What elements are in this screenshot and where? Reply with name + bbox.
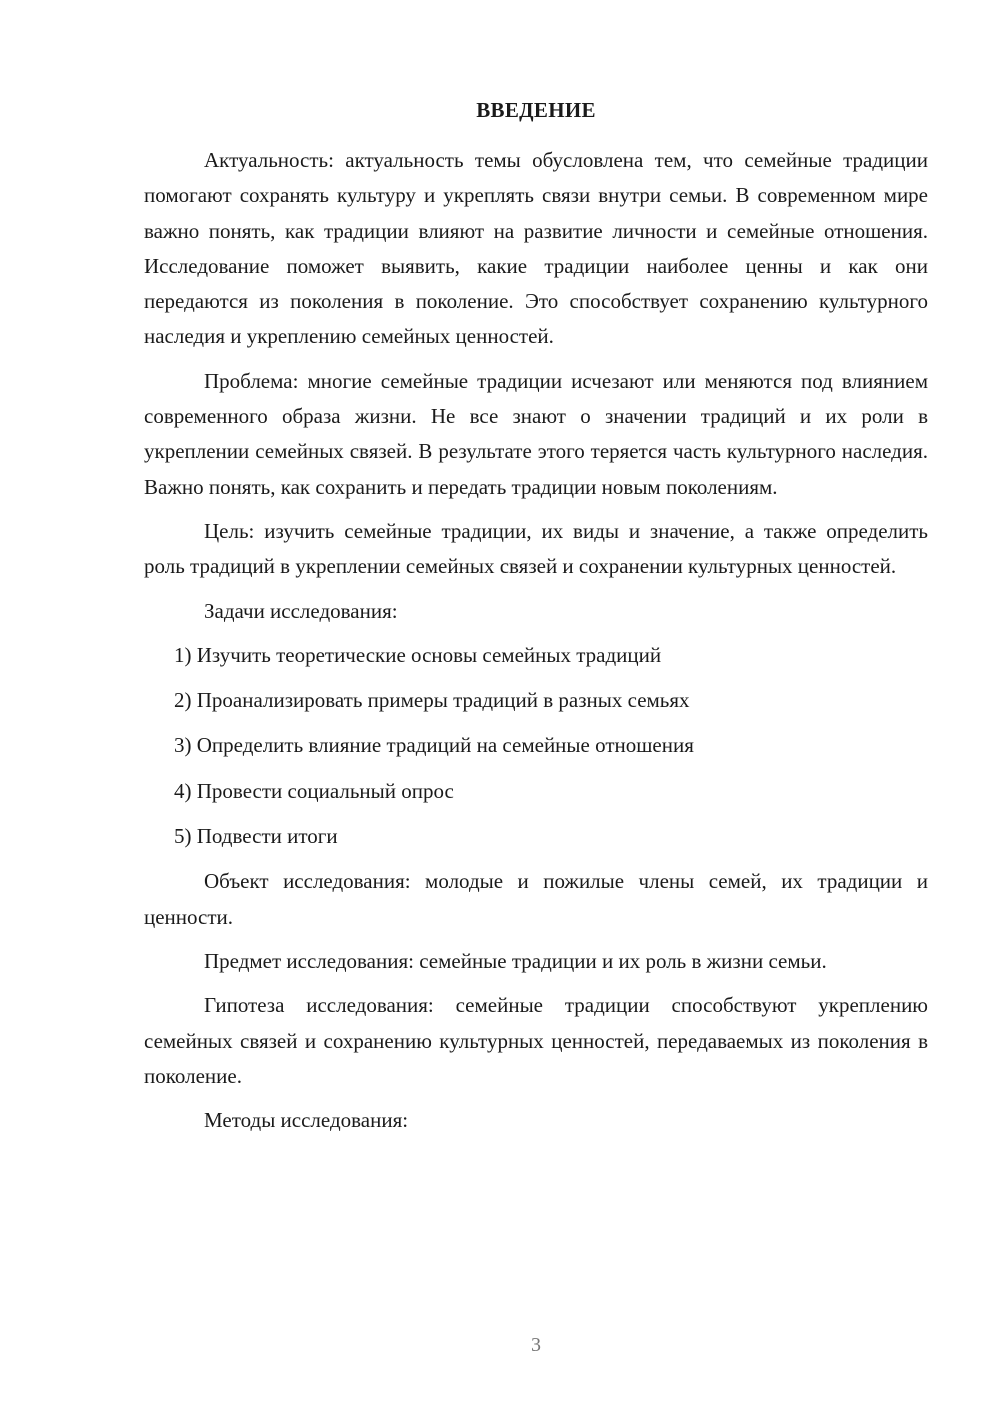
- hypothesis-paragraph: Гипотеза исследования: семейные традиции способствуют укреплению семейных связей и сохранению культурных ценностей, передаваемых из поколения в поколение.: [144, 993, 928, 1088]
- list-item: 1) Изучить теоретические основы семейных традиций: [174, 642, 662, 667]
- document-body: [144, 143, 928, 1147]
- methods-paragraph: Методы исследования:: [204, 1108, 409, 1133]
- list-item: 2) Проанализировать примеры традиций в разных семьях: [174, 688, 690, 713]
- problem-paragraph: Проблема: многие семейные традиции исчезают или меняются под влиянием современного образа жизни. Не все знают о значении традиций и их роли в укреплении семейных связей. В результате этого теряется часть культурного наследия. Важно понять, как сохранить и передать традиции новым поколениям.: [144, 368, 928, 499]
- object-paragraph: Объект исследования: молодые и пожилые члены семей, их традиции и ценности.: [144, 869, 928, 929]
- task-list: [144, 638, 928, 854]
- subject-paragraph: Предмет исследования: семейные традиции и их роль в жизни семьи.: [204, 948, 827, 973]
- list-item: 5) Подвести итоги: [174, 824, 338, 849]
- tasks-heading: Задачи исследования:: [204, 598, 398, 623]
- page-title: ВВЕДЕНИЕ: [476, 98, 596, 122]
- page-number: 3: [531, 1334, 541, 1356]
- relevance-paragraph: Актуальность: актуальность темы обусловлена тем, что семейные традиции помогают сохранять культуру и укреплять связи внутри семьи. В современном мире важно понять, как традиции влияют на развитие личности и семейные отношения. Исследование поможет выявить, какие традиции наиболее ценны и как они передаются из поколения в поколение. Это способствует сохранению культурного наследия и укреплению семейных ценностей.: [144, 148, 928, 349]
- list-item: 3) Определить влияние традиций на семейные отношения: [174, 733, 694, 758]
- list-item: 4) Провести социальный опрос: [174, 778, 454, 803]
- goal-paragraph: Цель: изучить семейные традиции, их виды и значение, а также определить роль традиций в укреплении семейных связей и сохранении культурных ценностей.: [144, 518, 928, 579]
